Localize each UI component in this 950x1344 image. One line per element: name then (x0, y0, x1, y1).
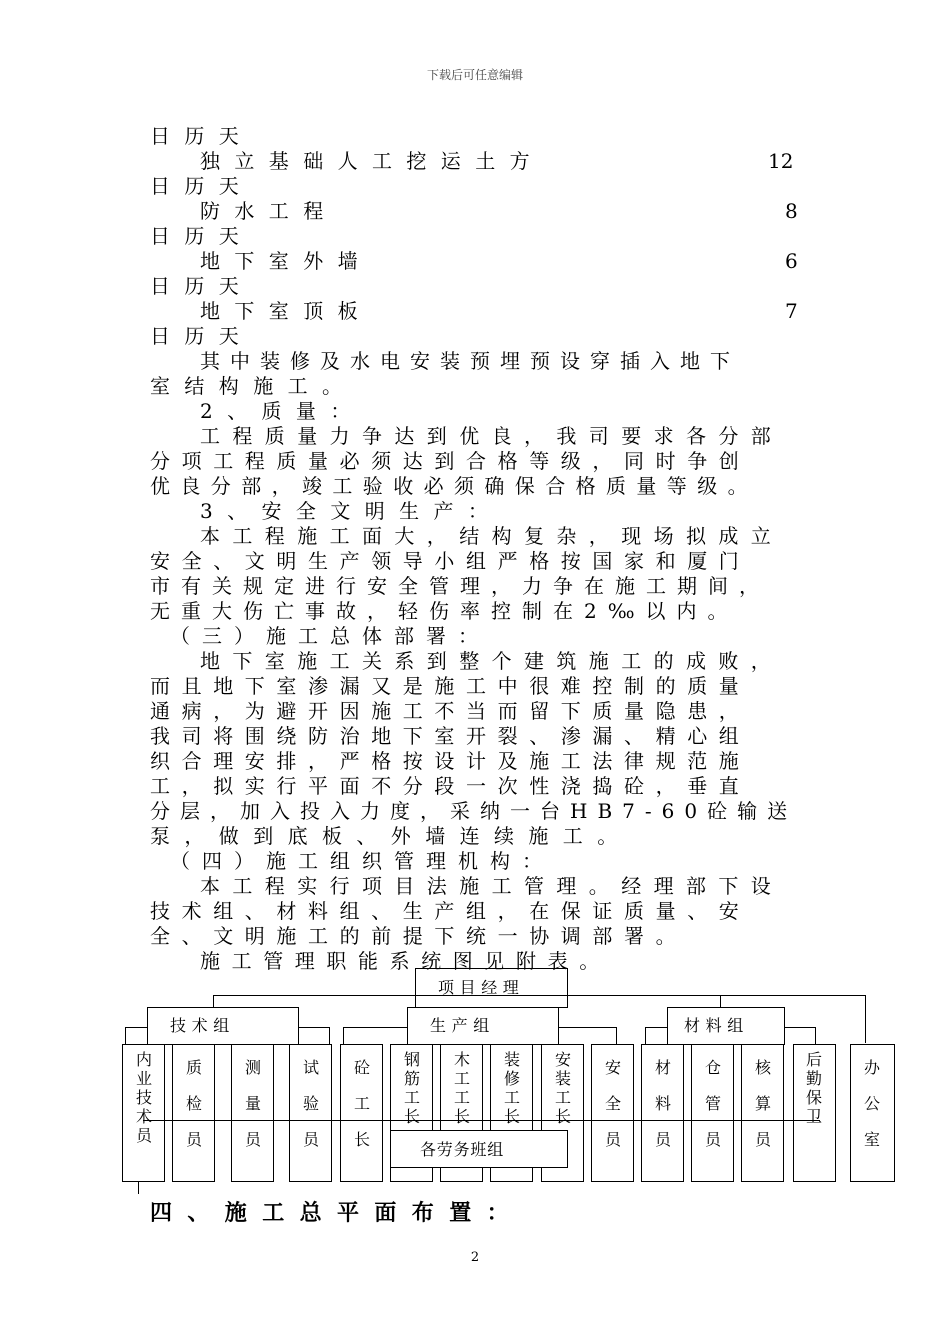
role-label: 木工工长 (453, 1050, 470, 1126)
paragraph-line: 织合理安排，严格按设计及施工法律规范施 (150, 749, 751, 773)
paragraph-line: 分层，加入投入力度，采纳一台HB7-60砼输送 (150, 799, 798, 823)
paragraph-line: 优良分部，竣工验收必须确保合格质量等级。 (150, 474, 758, 498)
deploy-heading: （三）施工总体部署： (170, 624, 490, 648)
schedule-days: 12 (768, 149, 794, 173)
connector-line (865, 995, 866, 1043)
schedule-days: 8 (785, 199, 798, 223)
paragraph-line: 而且地下室渗漏又是施工中很难控制的质量 (150, 674, 751, 698)
role-label: 安全员 (605, 1058, 622, 1149)
schedule-unit: 日历天 (150, 124, 254, 148)
role-label: 装修工长 (503, 1050, 520, 1126)
safety-heading: 3、安全文明生产： (200, 499, 503, 523)
page-header: 下载后可任意编辑 (426, 68, 523, 82)
connector-line (213, 995, 865, 996)
schedule-item: 地下室顶板 (200, 299, 372, 323)
schedule-item: 地下室外墙 (200, 249, 372, 273)
connector-line (138, 1182, 139, 1194)
connector-line (343, 1027, 407, 1028)
page-number: 2 (470, 1250, 480, 1265)
paragraph-line: 技术组、材料组、生产组，在保证质量、安 (150, 899, 751, 923)
schedule-item: 防水工程 (200, 199, 338, 223)
role-label: 办公室 (864, 1058, 881, 1149)
group-label: 材料组 (684, 1016, 749, 1035)
schedule-unit: 日历天 (150, 174, 254, 198)
paragraph-line: 泵，做到底板、外墙连续施工。 (150, 824, 632, 848)
paragraph-line: 工程质量力争达到优良，我司要求各分部 (200, 424, 784, 448)
paragraph-line: 本工程实行项目法施工管理。经理部下设 (200, 874, 784, 898)
connector-line (329, 1027, 330, 1044)
connector-line (720, 995, 721, 1007)
role-label: 砼工长 (354, 1058, 371, 1149)
org-heading: （四）施工组织管理机构： (170, 849, 554, 873)
schedule-item: 独立基础人工挖运土方 (200, 149, 544, 173)
paragraph-line: 安全、文明生产领导小组严格按国家和厦门 (150, 549, 751, 573)
connector-line (645, 1027, 646, 1044)
connector-line (645, 1027, 667, 1028)
paragraph-line: 无重大伤亡事故，轻伤率控制在2‰以内。 (150, 599, 739, 623)
role-label: 钢筋工长 (403, 1050, 420, 1126)
schedule-unit: 日历天 (150, 224, 254, 248)
schedule-unit: 日历天 (150, 274, 254, 298)
connector-line (559, 1027, 616, 1028)
role-label: 质检员 (186, 1058, 203, 1149)
schedule-days: 7 (785, 299, 798, 323)
connector-line (125, 1027, 126, 1044)
paragraph-line: 市有关规定进行安全管理，力争在施工期间， (150, 574, 770, 598)
paragraph-line: 本工程施工面大，结构复杂，现场拟成立 (200, 524, 784, 548)
role-label: 测量员 (245, 1058, 262, 1149)
role-label: 核算员 (755, 1058, 772, 1149)
connector-line (343, 1027, 344, 1044)
schedule-unit: 日历天 (150, 324, 254, 348)
connector-line (299, 1027, 329, 1028)
paragraph-line: 地下室施工关系到整个建筑施工的成败， (200, 649, 784, 673)
paragraph-line: 通病，为避开因施工不当而留下质量隐患， (150, 699, 751, 723)
section-heading: 四、施工总平面布置： (150, 1200, 525, 1226)
connector-line (213, 995, 214, 1007)
schedule-days: 6 (785, 249, 798, 273)
paragraph-line: 其中装修及水电安装预埋预设穿插入地下 (200, 349, 740, 373)
group-label: 技术组 (170, 1016, 235, 1035)
group-label: 生产组 (430, 1016, 495, 1035)
connector-line (616, 1027, 617, 1044)
paragraph-line: 工，拟实行平面不分段一次性浇捣砼，垂直 (150, 774, 751, 798)
labor-label: 各劳务班组 (420, 1140, 505, 1159)
paragraph-line: 我司将围绕防治地下室开裂、渗漏、精心组 (150, 724, 751, 748)
paragraph-line: 全、文明施工的前提下统一协调部署。 (150, 924, 688, 948)
paragraph-line: 室结构施工。 (150, 374, 357, 398)
manager-label: 项目经理 (438, 978, 525, 997)
role-label: 后勤保卫 (805, 1050, 822, 1126)
role-label: 材料员 (655, 1058, 672, 1149)
role-label: 安装工长 (554, 1050, 571, 1126)
connector-line (125, 1027, 147, 1028)
paragraph-line: 分项工程质量必须达到合格等级，同时争创 (150, 449, 751, 473)
connector-line (785, 1027, 815, 1028)
quality-heading: 2、质量： (200, 399, 365, 423)
paragraph-line: 施工管理职能系统图见附表。 (200, 949, 611, 973)
role-label: 试验员 (303, 1058, 320, 1149)
role-label: 内业技术员 (135, 1050, 152, 1145)
connector-line (815, 1027, 816, 1044)
connector-line (143, 1120, 820, 1121)
role-label: 仓管员 (705, 1058, 722, 1149)
